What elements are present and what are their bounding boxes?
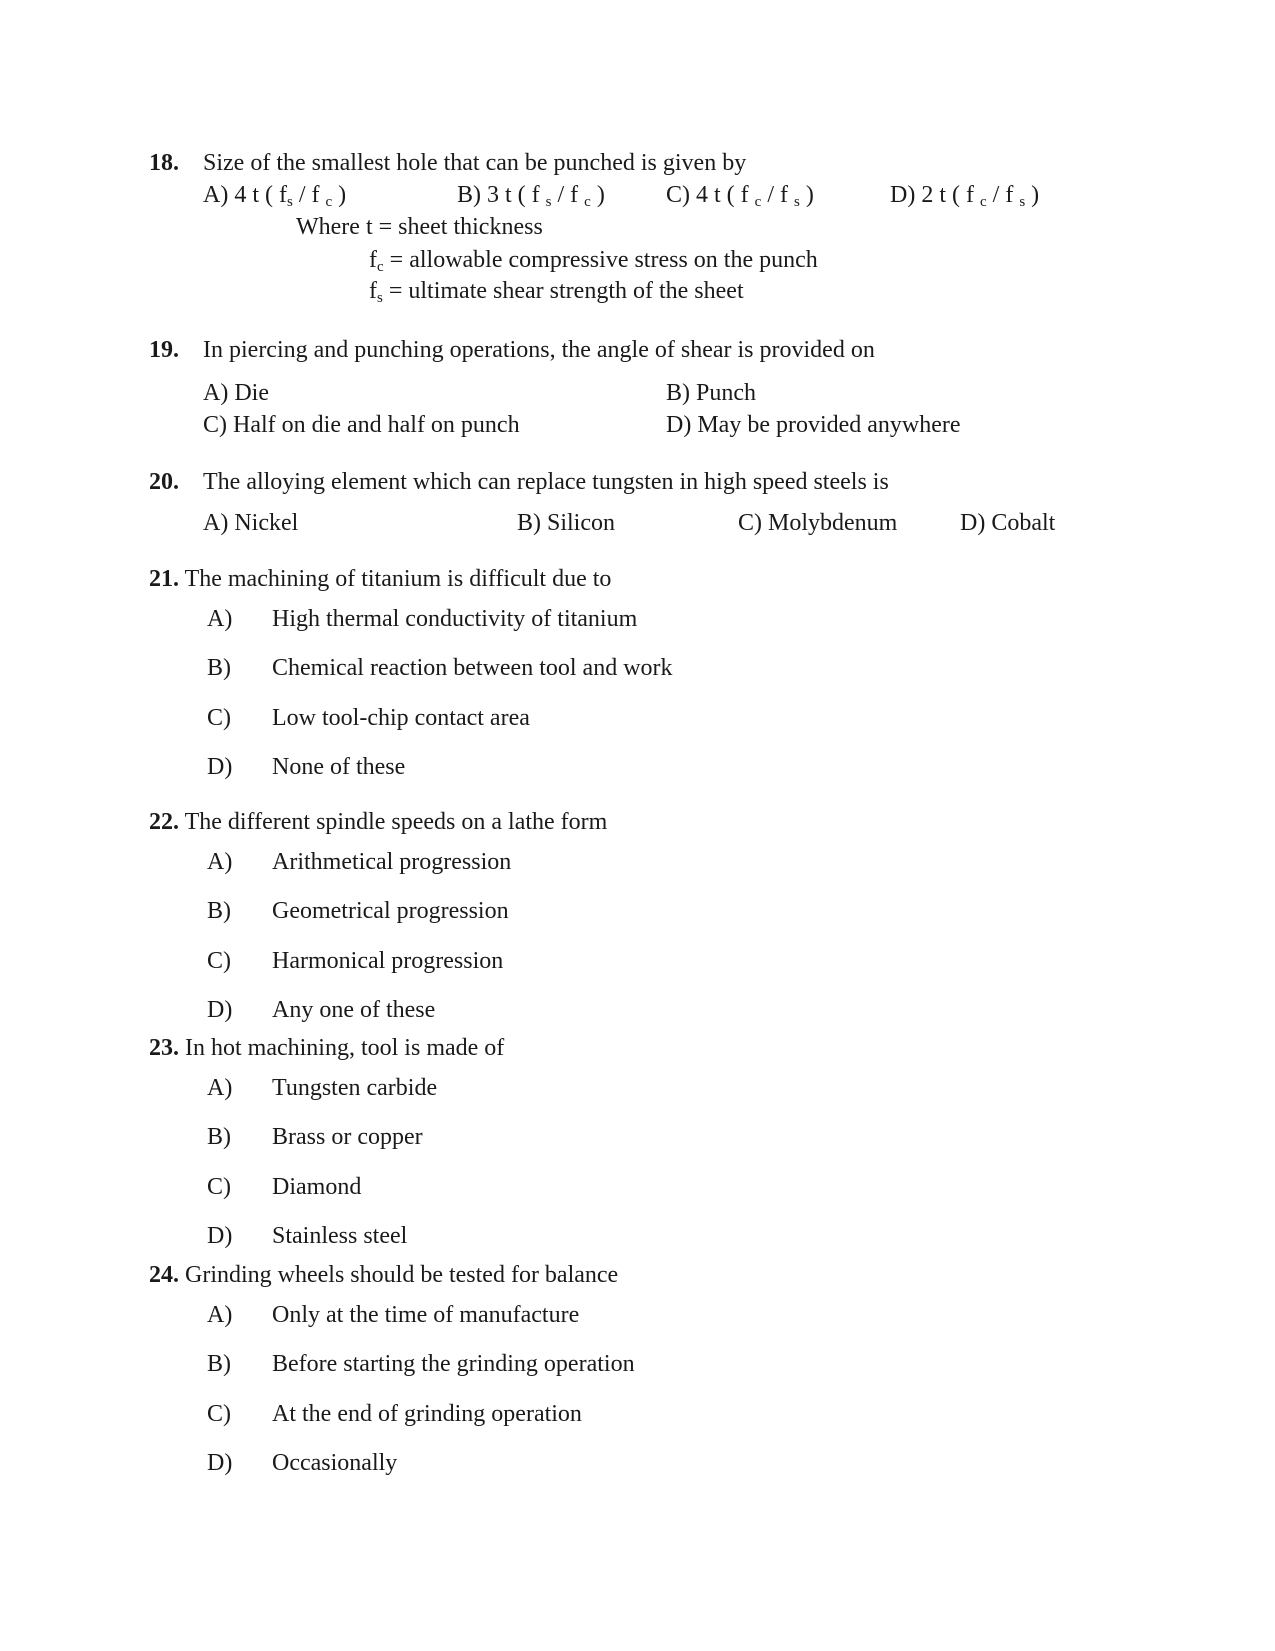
option-label: D): [207, 1223, 233, 1249]
definition-sub: s: [377, 290, 383, 306]
definition-fs: [369, 278, 744, 306]
where-definition: t = sheet thickness: [365, 214, 543, 240]
definition-sub: c: [377, 259, 384, 275]
option-label: D): [890, 182, 916, 208]
option-formula-post: ): [332, 182, 347, 208]
option-text: Tungsten carbide: [272, 1075, 438, 1101]
option-text: Before starting the grinding operation: [272, 1351, 635, 1377]
question-number: 23.: [149, 1035, 179, 1061]
option-formula-sub: c: [754, 194, 762, 210]
question-text: The alloying element which can replace tungsten in high speed steels is: [203, 469, 889, 495]
option-label: B): [207, 1124, 231, 1150]
question-23: [149, 1036, 504, 1060]
option-label: B): [207, 655, 231, 681]
option-label: A): [207, 1075, 233, 1101]
option-label: C): [207, 1174, 231, 1200]
option-text: Chemical reaction between tool and work: [272, 655, 673, 681]
question-number: 24.: [149, 1262, 179, 1288]
option-formula-pre: 2 t ( f: [921, 182, 980, 208]
option-text: High thermal conductivity of titanium: [272, 606, 638, 632]
question-21: [149, 567, 611, 591]
option-formula-pre: 4 t ( f: [234, 182, 287, 208]
definition-symbol: f: [369, 278, 377, 304]
option-label: A): [207, 849, 233, 875]
option-text: At the end of grinding operation: [272, 1401, 582, 1427]
definition-text: = ultimate shear strength of the sheet: [382, 278, 744, 304]
option-formula-sub: s: [545, 194, 552, 210]
option-text: Arithmetical progression: [272, 849, 512, 875]
option-b: [457, 182, 605, 210]
question-text: Grinding wheels should be tested for balance: [185, 1262, 619, 1288]
question-text: The machining of titanium is difficult due to: [184, 566, 612, 592]
definition-text: = allowable compressive stress on the punch: [383, 247, 818, 273]
question-text: Size of the smallest hole that can be punched is given by: [203, 150, 747, 176]
option-label: C): [207, 948, 231, 974]
option-formula-post: ): [590, 182, 605, 208]
option-formula-mid: / f: [551, 182, 585, 208]
option-text: Occasionally: [272, 1450, 398, 1476]
option-formula-pre: 4 t ( f: [696, 182, 755, 208]
option-formula-mid: / f: [292, 182, 326, 208]
option-label: B): [457, 182, 481, 208]
option-d: [890, 182, 1040, 210]
option-text: Diamond: [272, 1174, 362, 1200]
option-text: Brass or copper: [272, 1124, 423, 1150]
option-text: Low tool-chip contact area: [272, 705, 530, 731]
option-label: A): [207, 1302, 233, 1328]
option-text: Geometrical progression: [272, 898, 509, 924]
option-a: A) Nickel: [203, 510, 299, 536]
option-b: B) Punch: [666, 380, 756, 406]
option-text: Harmonical progression: [272, 948, 504, 974]
option-d: D) Cobalt: [960, 510, 1056, 536]
definition-fc: [369, 247, 818, 275]
option-formula-sub: s: [794, 194, 800, 210]
option-a: A) Die: [203, 380, 269, 406]
option-c: [666, 182, 814, 210]
definition-symbol: f: [369, 247, 377, 273]
option-formula-pre: 3 t ( f: [487, 182, 546, 208]
option-formula-sub: s: [1019, 194, 1026, 210]
option-formula-sub: c: [979, 194, 987, 210]
option-formula-mid: / f: [761, 182, 794, 208]
option-formula-post: ): [799, 182, 814, 208]
option-label: A): [207, 606, 233, 632]
question-number: 21.: [149, 566, 179, 592]
question-24: [149, 1263, 618, 1287]
option-text: Any one of these: [272, 997, 436, 1023]
option-formula-sub: c: [584, 194, 591, 210]
option-text: Stainless steel: [272, 1223, 408, 1249]
option-label: B): [207, 1351, 231, 1377]
where-prefix: Where: [296, 214, 360, 240]
option-formula-sub: c: [325, 194, 333, 210]
option-d: D) May be provided anywhere: [666, 412, 961, 438]
where-clause: [296, 215, 543, 239]
option-label: A): [203, 182, 229, 208]
option-label: D): [207, 1450, 233, 1476]
option-formula-sub: s: [286, 194, 293, 210]
option-b: B) Silicon: [517, 510, 616, 536]
option-text: Only at the time of manufacture: [272, 1302, 580, 1328]
option-c: C) Molybdenum: [738, 510, 898, 536]
question-number: 19.: [149, 337, 179, 363]
question-number: 22.: [149, 809, 179, 835]
option-label: C): [207, 705, 231, 731]
question-text: The different spindle speeds on a lathe form: [184, 809, 608, 835]
question-text: In piercing and punching operations, the angle of shear is provided on: [203, 337, 875, 363]
option-label: B): [207, 898, 231, 924]
option-formula-post: ): [1025, 182, 1040, 208]
question-22: [149, 810, 607, 834]
option-label: D): [207, 754, 233, 780]
question-number: 18.: [149, 150, 179, 176]
question-number: 20.: [149, 469, 179, 495]
option-text: None of these: [272, 754, 406, 780]
option-label: C): [666, 182, 690, 208]
question-text: In hot machining, tool is made of: [185, 1035, 505, 1061]
option-label: C): [207, 1401, 231, 1427]
option-formula-mid: / f: [986, 182, 1020, 208]
option-label: D): [207, 997, 233, 1023]
option-a: [203, 182, 347, 210]
option-c: C) Half on die and half on punch: [203, 412, 520, 438]
